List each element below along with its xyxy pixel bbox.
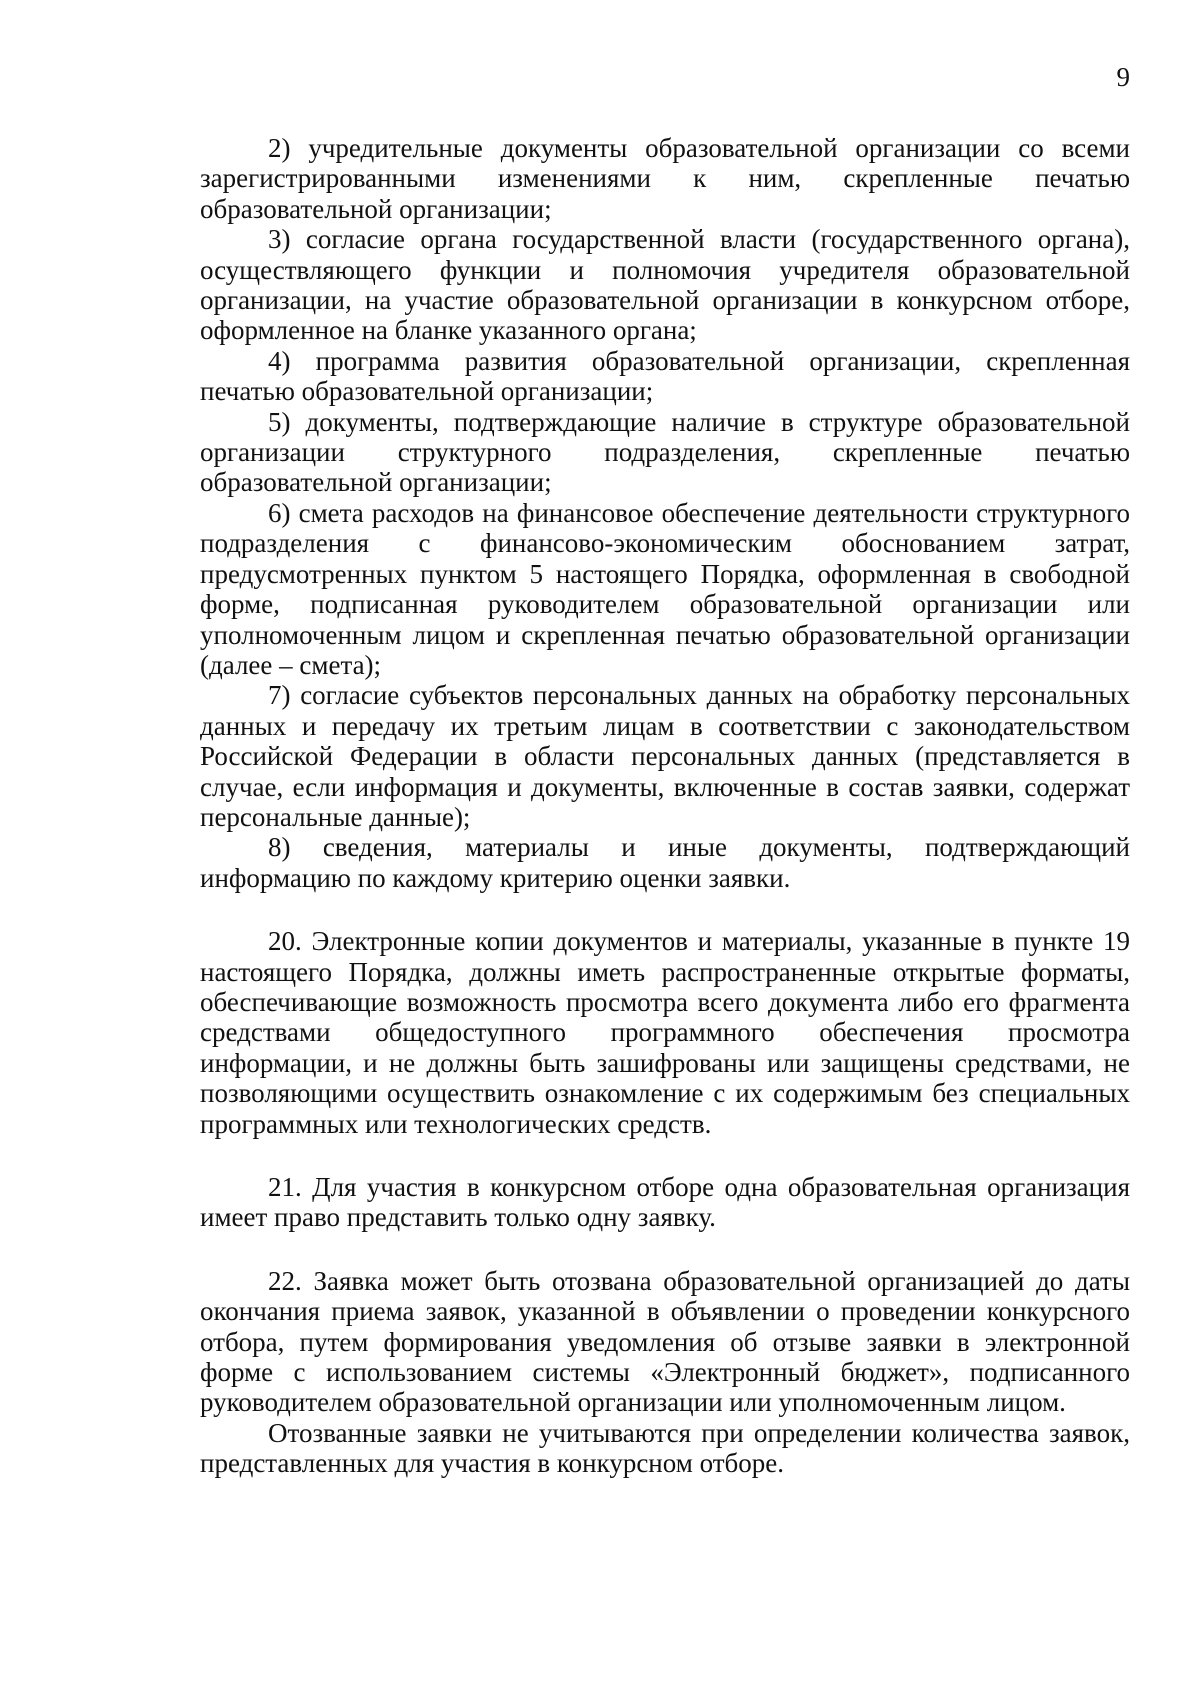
clause-21-single-application: 21. Для участия в конкурсном отборе одна образовательная организация имеет право представить только одну заявку.: [200, 1172, 1130, 1233]
item-4-development-program: 4) программа развития образовательной организации, скрепленная печатью образовательной организации;: [200, 345, 1130, 407]
item-6-expense-estimate: 6) смета расходов на финансовое обеспечение деятельности структурного подразделения с финансово-экономическим обоснованием затрат, предусмотренных пунктом 5 настоящего Порядка, оформленная в свободной форме, подписанная руководителем образовательной организации или уполномоченным лицом и скрепленная печатью образовательной организации (далее – смета);: [200, 497, 1130, 680]
clause-22-application-withdrawal: 22. Заявка может быть отозвана образовательной организацией до даты окончания приема заявок, указанной в объявлении о проведении конкурсного отбора, путем формирования уведомления об отзыве заявки в электронной форме с использованием системы «Электронный бюджет», подписанного руководителем образовательной организации или уполномоченным лицом.: [200, 1265, 1130, 1418]
page-number: 9: [1116, 62, 1130, 92]
item-7-personal-data-consent: 7) согласие субъектов персональных данных на обработку персональных данных и передачу их третьим лицам в соответствии с законодательством Российской Федерации в области персональных данных (представляется в случае, если информация и документы, включенные в состав заявки, содержат персональные данные);: [200, 680, 1130, 832]
withdrawn-applications-note: Отозванные заявки не учитываются при определении количества заявок, представленных для участия в конкурсном отборе.: [200, 1417, 1130, 1479]
item-5-structural-unit-documents: 5) документы, подтверждающие наличие в структуре образовательной организации структурного подразделения, скрепленные печатью образовательной организации;: [200, 406, 1130, 498]
document-body: [200, 133, 1130, 1479]
item-3-authority-consent: 3) согласие органа государственной власти (государственного органа), осуществляющего функции и полномочия учредителя образовательной организации, на участие образовательной организации в конкурсном отборе, оформленное на бланке указанного органа;: [200, 224, 1130, 346]
clause-20-electronic-copies: 20. Электронные копии документов и материалы, указанные в пункте 19 настоящего Порядка, должны иметь распространенные открытые форматы, обеспечивающие возможность просмотра всего документа либо его фрагмента средствами общедоступного программного обеспечения просмотра информации, и не должны быть зашифрованы или защищены средствами, не позволяющими осуществить ознакомление с их содержимым без специальных программных или технологических средств.: [200, 926, 1130, 1139]
item-2-founding-documents: 2) учредительные документы образовательной организации со всеми зарегистрированными изменениями к ним, скрепленные печатью образовательной организации;: [200, 133, 1130, 224]
item-8-supporting-materials: 8) сведения, материалы и иные документы, подтверждающий информацию по каждому критерию оценки заявки.: [200, 832, 1130, 893]
